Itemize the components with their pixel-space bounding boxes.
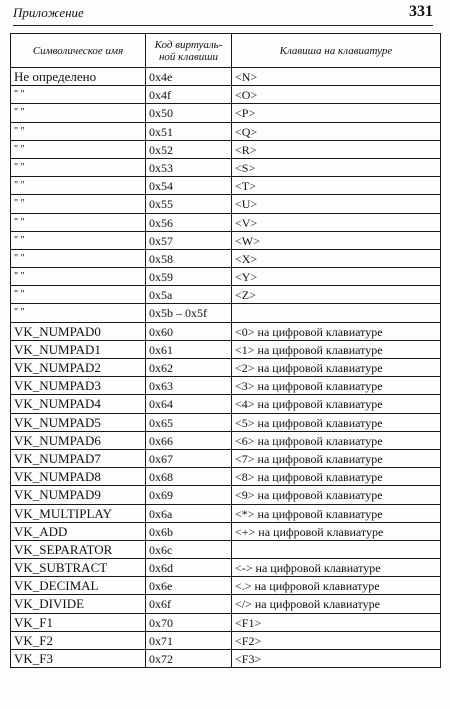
symbolic-name-cell: VK_NUMPAD7: [11, 449, 146, 467]
key-code-cell: 0x67: [146, 449, 232, 467]
table-row: [11, 377, 441, 395]
symbolic-name-cell: " ": [11, 177, 146, 195]
keyboard-key-cell: <+> на цифровой клавиатуре: [232, 522, 441, 540]
key-code-cell: 0x57: [146, 231, 232, 249]
key-code-cell: 0x59: [146, 268, 232, 286]
table-row: [11, 577, 441, 595]
keyboard-key-cell: <S>: [232, 158, 441, 176]
keyboard-key-cell: [232, 304, 441, 322]
symbolic-name-cell: " ": [11, 286, 146, 304]
key-code-cell: 0x58: [146, 249, 232, 267]
keyboard-key-cell: <0> на цифровой клавиатуре: [232, 322, 441, 340]
keyboard-key-cell: <N>: [232, 68, 441, 86]
table-row: [11, 213, 441, 231]
symbolic-name-cell: VK_MULTIPLAY: [11, 504, 146, 522]
symbolic-name-cell: " ": [11, 195, 146, 213]
keyboard-key-cell: <F3>: [232, 650, 441, 668]
keyboard-key-cell: <F2>: [232, 631, 441, 649]
keyboard-key-cell: </> на цифровой клавиатуре: [232, 595, 441, 613]
key-code-cell: 0x65: [146, 413, 232, 431]
column-header-symbolic-name: Символическое имя: [11, 34, 146, 68]
key-code-cell: 0x6f: [146, 595, 232, 613]
key-code-cell: 0x71: [146, 631, 232, 649]
keyboard-key-cell: <9> на цифровой клавиатуре: [232, 486, 441, 504]
key-code-cell: 0x4f: [146, 86, 232, 104]
symbolic-name-cell: " ": [11, 140, 146, 158]
table-row: [11, 486, 441, 504]
section-title: Приложение: [13, 5, 84, 20]
table-row: [11, 304, 441, 322]
key-code-cell: 0x70: [146, 613, 232, 631]
key-code-cell: 0x68: [146, 468, 232, 486]
keyboard-key-cell: <T>: [232, 177, 441, 195]
key-code-cell: 0x64: [146, 395, 232, 413]
table-row: [11, 195, 441, 213]
keyboard-key-cell: <O>: [232, 86, 441, 104]
key-code-cell: 0x4e: [146, 68, 232, 86]
table-body: [11, 68, 441, 668]
symbolic-name-cell: VK_NUMPAD2: [11, 359, 146, 377]
table-row: [11, 613, 441, 631]
table-row: [11, 177, 441, 195]
key-code-cell: 0x62: [146, 359, 232, 377]
keyboard-key-cell: <F1>: [232, 613, 441, 631]
table-row: [11, 322, 441, 340]
keyboard-key-cell: <1> на цифровой клавиатуре: [232, 340, 441, 358]
symbolic-name-cell: " ": [11, 231, 146, 249]
table-row: [11, 268, 441, 286]
page-number: 331: [409, 3, 433, 20]
table-row: [11, 468, 441, 486]
key-code-cell: 0x5b – 0x5f: [146, 304, 232, 322]
key-code-cell: 0x5a: [146, 286, 232, 304]
symbolic-name-cell: " ": [11, 122, 146, 140]
keyboard-key-cell: <5> на цифровой клавиатуре: [232, 413, 441, 431]
keyboard-key-cell: <X>: [232, 249, 441, 267]
keyboard-key-cell: <R>: [232, 140, 441, 158]
keyboard-key-cell: <7> на цифровой клавиатуре: [232, 449, 441, 467]
keyboard-key-cell: <*> на цифровой клавиатуре: [232, 504, 441, 522]
key-code-cell: 0x60: [146, 322, 232, 340]
symbolic-name-cell: VK_DIVIDE: [11, 595, 146, 613]
keyboard-key-cell: <Z>: [232, 286, 441, 304]
keyboard-key-cell: <Y>: [232, 268, 441, 286]
key-code-cell: 0x66: [146, 431, 232, 449]
symbolic-name-cell: " ": [11, 158, 146, 176]
keyboard-key-cell: <2> на цифровой клавиатуре: [232, 359, 441, 377]
keyboard-key-cell: <.> на цифровой клавиатуре: [232, 577, 441, 595]
keyboard-key-cell: <U>: [232, 195, 441, 213]
column-header-virtual-key-code: Код виртуаль-ной клавиши: [146, 34, 232, 68]
page-header: [13, 3, 433, 26]
table-row: [11, 359, 441, 377]
table-row: [11, 504, 441, 522]
keyboard-key-cell: <8> на цифровой клавиатуре: [232, 468, 441, 486]
table-row: [11, 86, 441, 104]
table-row: [11, 68, 441, 86]
table-row: [11, 104, 441, 122]
virtual-key-table: [10, 33, 441, 668]
table-row: [11, 595, 441, 613]
key-code-cell: 0x54: [146, 177, 232, 195]
keyboard-key-cell: <Q>: [232, 122, 441, 140]
symbolic-name-cell: VK_NUMPAD4: [11, 395, 146, 413]
table-row: [11, 650, 441, 668]
table-row: [11, 158, 441, 176]
symbolic-name-cell: VK_NUMPAD0: [11, 322, 146, 340]
symbolic-name-cell: VK_NUMPAD5: [11, 413, 146, 431]
symbolic-name-cell: " ": [11, 304, 146, 322]
table-row: [11, 122, 441, 140]
key-code-cell: 0x6b: [146, 522, 232, 540]
table-row: [11, 631, 441, 649]
symbolic-name-cell: VK_SEPARATOR: [11, 540, 146, 558]
table-row: [11, 413, 441, 431]
keyboard-key-cell: <V>: [232, 213, 441, 231]
symbolic-name-cell: VK_F1: [11, 613, 146, 631]
symbolic-name-cell: VK_F2: [11, 631, 146, 649]
table-header-row: [11, 34, 441, 68]
key-code-cell: 0x6a: [146, 504, 232, 522]
symbolic-name-cell: VK_NUMPAD3: [11, 377, 146, 395]
key-code-cell: 0x53: [146, 158, 232, 176]
keyboard-key-cell: <4> на цифровой клавиатуре: [232, 395, 441, 413]
table-row: [11, 140, 441, 158]
symbolic-name-cell: " ": [11, 86, 146, 104]
symbolic-name-cell: " ": [11, 213, 146, 231]
symbolic-name-cell: VK_NUMPAD6: [11, 431, 146, 449]
keyboard-key-cell: <6> на цифровой клавиатуре: [232, 431, 441, 449]
symbolic-name-cell: VK_F3: [11, 650, 146, 668]
key-code-cell: 0x52: [146, 140, 232, 158]
table-row: [11, 431, 441, 449]
table-row: [11, 395, 441, 413]
key-code-cell: 0x63: [146, 377, 232, 395]
symbolic-name-cell: " ": [11, 268, 146, 286]
key-code-cell: 0x69: [146, 486, 232, 504]
table-row: [11, 249, 441, 267]
symbolic-name-cell: " ": [11, 104, 146, 122]
key-code-cell: 0x72: [146, 650, 232, 668]
keyboard-key-cell: <3> на цифровой клавиатуре: [232, 377, 441, 395]
symbolic-name-cell: VK_DECIMAL: [11, 577, 146, 595]
key-code-cell: 0x55: [146, 195, 232, 213]
table-row: [11, 522, 441, 540]
key-code-cell: 0x6d: [146, 559, 232, 577]
column-header-keyboard-key: Клавиша на клавиатуре: [232, 34, 441, 68]
keyboard-key-cell: <-> на цифровой клавиатуре: [232, 559, 441, 577]
symbolic-name-cell: VK_SUBTRACT: [11, 559, 146, 577]
keyboard-key-cell: <W>: [232, 231, 441, 249]
symbolic-name-cell: Не определено: [11, 68, 146, 86]
symbolic-name-cell: " ": [11, 249, 146, 267]
symbolic-name-cell: VK_NUMPAD9: [11, 486, 146, 504]
key-code-cell: 0x6e: [146, 577, 232, 595]
key-code-cell: 0x51: [146, 122, 232, 140]
key-code-cell: 0x61: [146, 340, 232, 358]
keyboard-key-cell: [232, 540, 441, 558]
keyboard-key-cell: <P>: [232, 104, 441, 122]
table-row: [11, 449, 441, 467]
symbolic-name-cell: VK_ADD: [11, 522, 146, 540]
table-row: [11, 286, 441, 304]
table-row: [11, 231, 441, 249]
key-code-cell: 0x6c: [146, 540, 232, 558]
key-code-cell: 0x56: [146, 213, 232, 231]
symbolic-name-cell: VK_NUMPAD1: [11, 340, 146, 358]
key-code-cell: 0x50: [146, 104, 232, 122]
table-row: [11, 540, 441, 558]
table-row: [11, 559, 441, 577]
symbolic-name-cell: VK_NUMPAD8: [11, 468, 146, 486]
table-row: [11, 340, 441, 358]
